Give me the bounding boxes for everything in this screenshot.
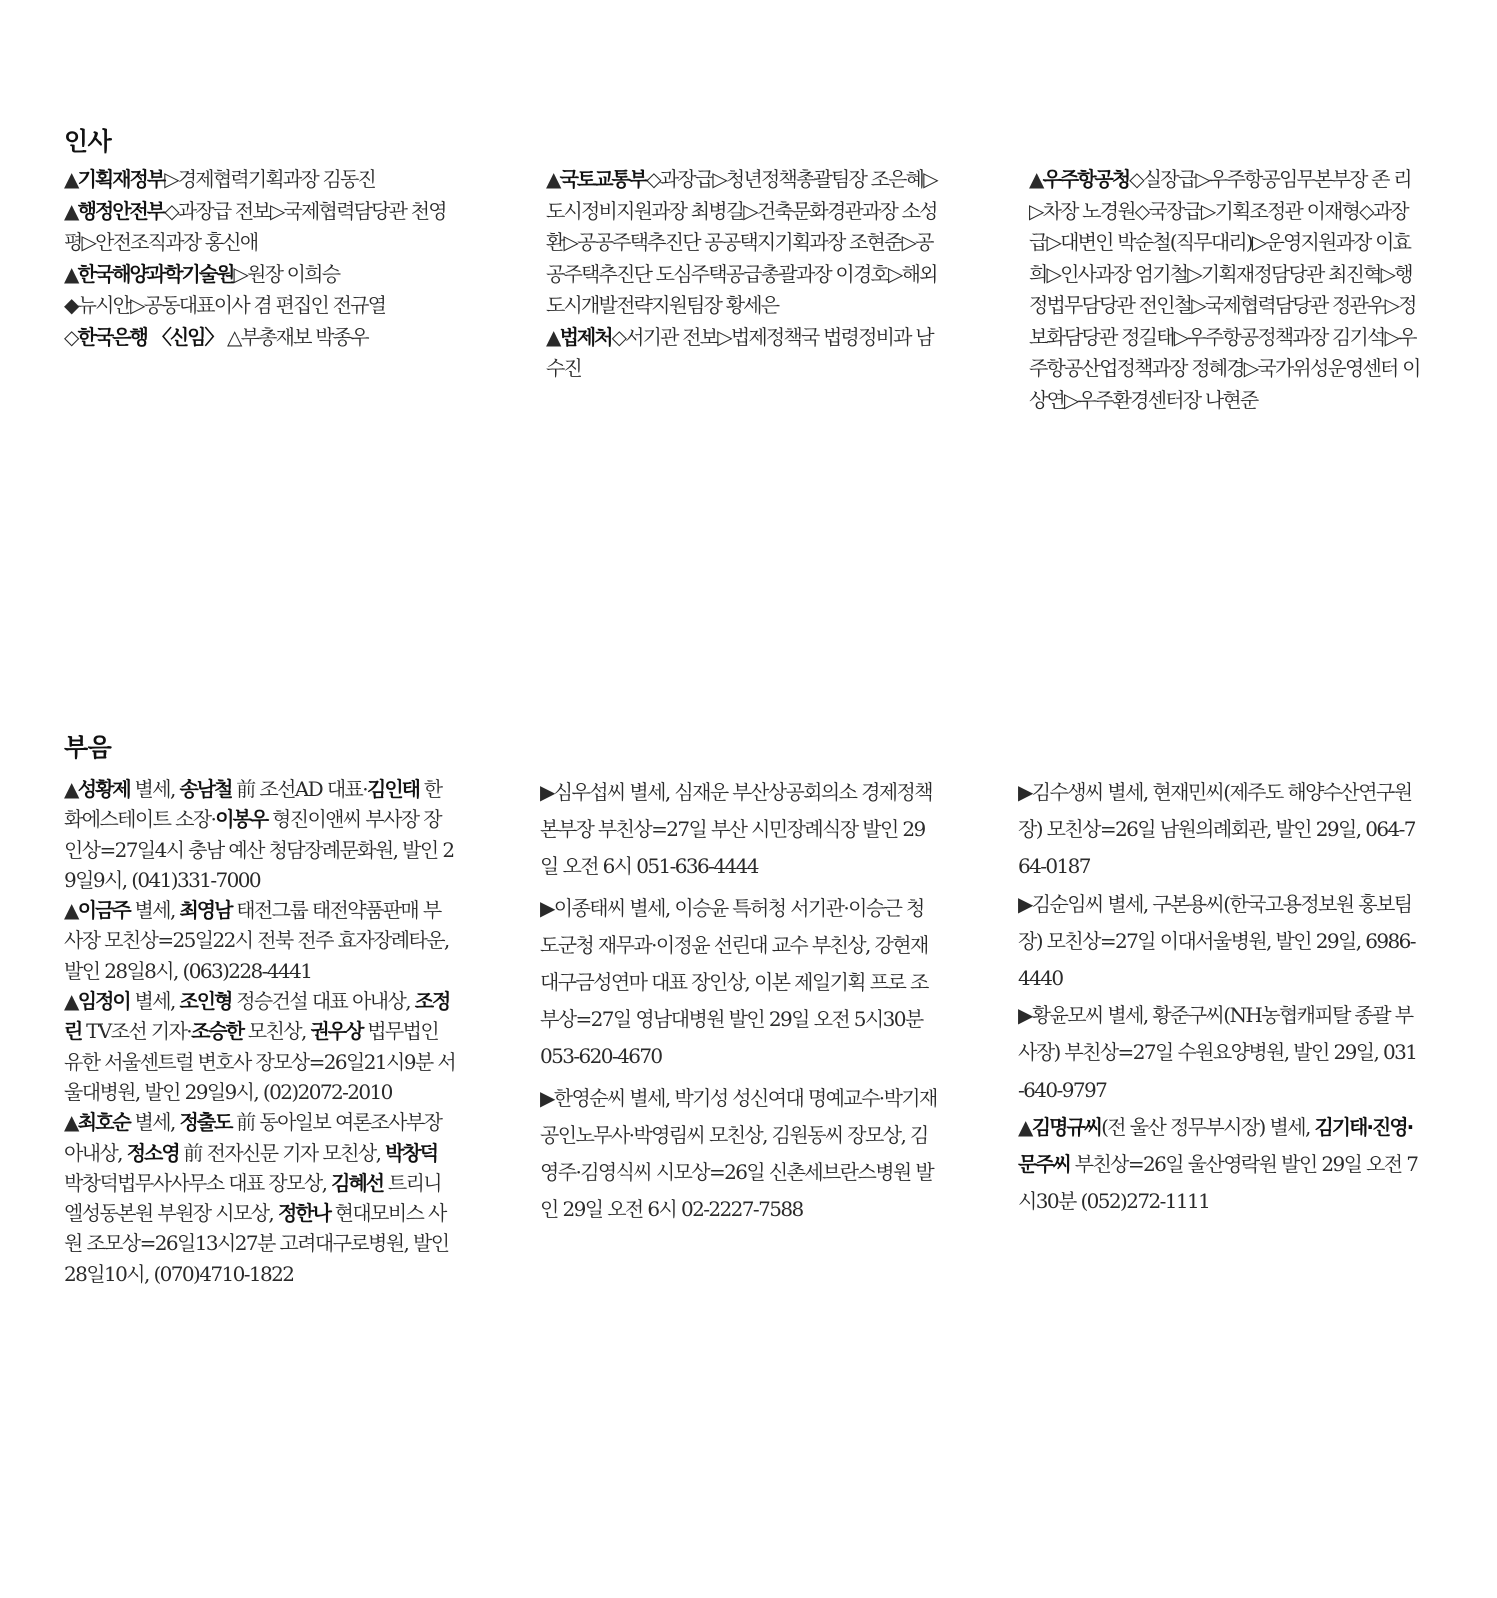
obituary-entry <box>64 895 456 986</box>
obituary-entry <box>540 774 938 886</box>
appointments-column-1 <box>64 164 456 353</box>
entry-text: ▶김순임씨 별세, 구본용씨(한국고용정보원 홍보팀장) 모친상=27일 이대서울병원, 발인 29일, 6986-4440 <box>1018 891 1415 991</box>
entry-text: 별세, <box>129 777 180 801</box>
entry-text: ▷경제협력기획과장 김동진 <box>164 167 376 191</box>
obituary-entry <box>1018 774 1418 886</box>
entry-name: 임정이 <box>77 989 130 1014</box>
appointment-entry <box>64 164 456 196</box>
entry-text: 트리니엘성동본원 부원장 시모상, <box>64 1170 442 1226</box>
entry-text: ▶심우섭씨 별세, 심재운 부산상공회의소 경제정책본부장 부친상=27일 부산 시민장례식장 발인 29일 오전 6시 051-636-4444 <box>540 780 932 879</box>
obituaries-column-1 <box>64 774 456 1289</box>
entry-name: 김명규씨 <box>1031 1114 1102 1139</box>
entry-text: 현대모비스 사원 조모상=26일13시27분 고려대구로병원, 발인 28일10시, (070)4710-1822 <box>64 1201 449 1286</box>
entry-text: 모친상, <box>243 1019 311 1044</box>
entry-text: 태전그룹 태전약품판매 부사장 모친상=25일22시 전북 전주 효자장례타운, 발인 28일8시, (063)228-4441 <box>64 898 449 983</box>
obituaries-column-3 <box>1018 774 1418 1220</box>
entry-text: 별세, <box>129 898 180 923</box>
entry-text: 법무법인 유한 서울센트럴 변호사 장모상=26일21시9분 서울대병원, 발인 29일9시, (02)2072-2010 <box>64 1019 456 1104</box>
entry-name: 정출도 <box>179 1110 232 1135</box>
entry-text: ▲ <box>64 989 78 1014</box>
entry-text: ▶한영순씨 별세, 박기성 성신여대 명예교수·박기재 공인노무사·박영림씨 모친상, 김원동씨 장모상, 김영주·김영식씨 시모상=26일 신촌세브란스병원 발인 29일 오전 6시 02-2227-7588 <box>540 1085 937 1222</box>
entry-text: ▲ <box>546 324 560 349</box>
entry-text: ▶이종태씨 별세, 이승윤 특허청 서기관·이승근 청도군청 재무과·이정윤 선린대 교수 부친상, 강현재 대구금성연마 대표 장인상, 이본 제일기획 프로 조부상=27일 영남대병원 발인 29일 오전 5시30분 053-620-4670 <box>540 895 928 1069</box>
entry-text: ▲ <box>64 198 78 223</box>
entry-text: ▶황윤모씨 별세, 황준구씨(NH농협캐피탈 종괄 부사장) 부친상=27일 수원요양병원, 발인 29일, 031-640-9797 <box>1018 1003 1417 1102</box>
entry-name: 법제처 <box>559 324 612 349</box>
obituary-entry <box>64 986 456 1107</box>
entry-text: ▲ <box>1029 167 1043 191</box>
entry-name: 기획재정부 <box>77 167 165 191</box>
obituary-entry <box>1018 1109 1418 1221</box>
appointments-column-2 <box>546 164 938 385</box>
entry-name: 우주항공청 <box>1042 167 1130 191</box>
appointment-entry <box>546 164 938 322</box>
entry-name: 성황제 <box>77 777 130 801</box>
obituaries-column-2 <box>540 774 938 1228</box>
appointment-entry <box>64 196 456 259</box>
entry-text: (전 울산 정무부시장) 별세, <box>1101 1114 1315 1139</box>
entry-text: ◇서기관 전보▷법제정책국 법령정비과 남수진 <box>546 324 933 380</box>
obituaries-title: 부음 <box>64 733 112 762</box>
entry-text: ▲ <box>1018 1114 1032 1139</box>
entry-name: 정소영 <box>126 1140 179 1165</box>
entry-text: ▷원장 이희승 <box>233 261 340 286</box>
appointments-column-3 <box>1029 164 1421 416</box>
obituary-entry <box>64 1107 456 1289</box>
entry-name: 조정린 <box>64 989 450 1044</box>
entry-name: 이봉우 <box>215 807 268 832</box>
entry-text: 박창덕법무사사무소 대표 장모상, <box>64 1170 332 1195</box>
entry-text: ▲ <box>546 167 560 191</box>
entry-name: 행정안전부 <box>77 198 165 223</box>
entry-text: ◇실장급▷우주항공임무본부장 존 리▷차장 노경원◇국장급▷기획조정관 이재형◇과장급▷대변인 박순철(직무대리)▷운영지원과장 이효희▷인사과장 엄기철▷기획재정담당관 최진혁▷행정법무담당관 전인철▷국제협력담당관 정관우▷정보화담당관 정길태▷우주항공정책과장 김기석▷우주항공산업정책과장 정혜경▷국가위성운영센터 이상연▷우주환경센터장 나현준 <box>1029 167 1420 412</box>
appointment-entry <box>64 322 456 354</box>
entry-name: 김인태 <box>367 777 419 801</box>
entry-text: ◇과장급 전보▷국제협력담당관 천영평▷안전조직과장 홍신애 <box>64 198 446 254</box>
obituary-entry <box>64 774 456 895</box>
obituary-entry <box>540 1080 938 1229</box>
entry-name: 김혜선 <box>331 1170 384 1195</box>
entry-text: ◇과장급▷청년정책총괄팀장 조은혜▷도시정비지원과장 최병길▷건축문화경관과장 소성환▷공공주택추진단 공공택지기획과장 조현준▷공공주택추진단 도심주택공급총괄과장 이경호▷해외도시개발전략지원팀장 황세은 <box>546 167 937 317</box>
entry-text: 前 동아일보 여론조사부장 아내상, <box>64 1110 442 1165</box>
entry-name: 한국해양과학기술원 <box>77 261 234 286</box>
entry-text: ▲ <box>64 898 78 923</box>
entry-name: 조승한 <box>191 1019 244 1044</box>
entry-name: 국토교통부 <box>559 167 647 191</box>
entry-text: 별세, <box>129 989 180 1014</box>
obituary-entry <box>540 890 938 1076</box>
entry-name: 한국은행 〈신임〉 <box>77 324 223 349</box>
entry-name: 박창덕 <box>385 1140 438 1165</box>
entry-text: ▲ <box>64 261 78 286</box>
entry-name: 이금주 <box>77 898 130 923</box>
obituary-entry <box>1018 997 1418 1109</box>
entry-name: 정한나 <box>277 1201 330 1226</box>
entry-text: 前 조선AD 대표· <box>231 777 368 801</box>
entry-text: ◆뉴시안▷공동대표이사 겸 편집인 전규열 <box>64 293 386 317</box>
appointment-entry <box>546 322 938 385</box>
entry-text: ▲ <box>64 777 78 801</box>
appointment-entry <box>64 290 456 322</box>
entry-name: 송남철 <box>179 777 232 801</box>
entry-name: 최호순 <box>77 1110 130 1135</box>
entry-text: 한화에스테이트 소장· <box>64 777 442 832</box>
entry-text: 형진이앤씨 부사장 장인상=27일4시 충남 예산 청담장례문화원, 발인 29일9시, (041)331-7000 <box>64 807 454 892</box>
entry-text: ▶김수생씨 별세, 현재민씨(제주도 해양수산연구원장) 모친상=26일 남원의례회관, 발인 29일, 064-764-0187 <box>1018 780 1415 879</box>
entry-text: 부친상=26일 울산영락원 발인 29일 오전 7시30분 (052)272-1111 <box>1018 1152 1418 1214</box>
entry-text: △부총재보 박종우 <box>222 324 368 349</box>
entry-name: 김기태·진영·문주씨 <box>1018 1114 1413 1177</box>
entry-text: ▲ <box>64 1110 78 1135</box>
appointments-title: 인사 <box>64 127 112 156</box>
entry-text: 정승건설 대표 아내상, <box>231 989 415 1014</box>
entry-name: 조인형 <box>179 989 232 1014</box>
appointment-entry <box>64 259 456 291</box>
entry-text: TV조선 기자· <box>81 1019 192 1044</box>
obituary-entry <box>1018 886 1418 998</box>
entry-name: 권우상 <box>310 1019 363 1044</box>
entry-text: 前 전자신문 기자 모친상, <box>178 1140 386 1165</box>
entry-text: ▲ <box>64 167 78 191</box>
entry-name: 최영남 <box>179 898 232 923</box>
entry-text: ◇ <box>64 324 78 349</box>
entry-text: 별세, <box>129 1110 180 1135</box>
appointment-entry <box>1029 164 1421 416</box>
